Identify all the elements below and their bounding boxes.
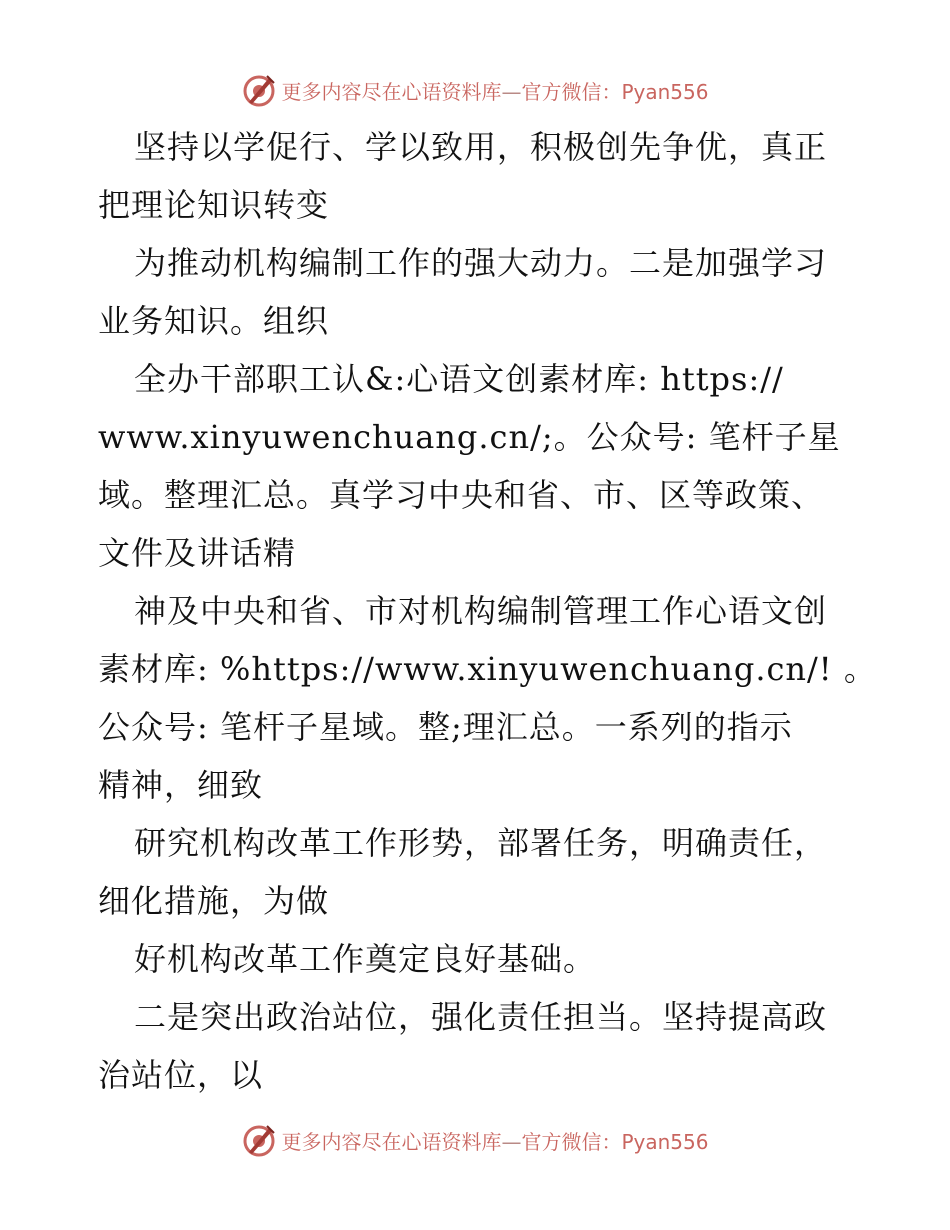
body-line: 细化措施，为做 [98, 882, 330, 920]
header-banner [0, 70, 950, 110]
footer-banner [0, 1120, 950, 1160]
body-line: 二是突出政治站位，强化责任担当。坚持提高政 [134, 998, 828, 1036]
header-banner-wechat: 官方微信：Pyan556 [521, 79, 709, 104]
body-line: 研究机构改革工作形势，部署任务，明确责任， [134, 824, 828, 862]
body-line: 公众号: 笔杆子星域。整;理汇总。一系列的指示 [98, 708, 793, 746]
document-body [98, 118, 877, 1104]
body-line: 文件及讲话精 [98, 534, 297, 572]
body-line: 业务知识。组织 [98, 302, 330, 340]
body-line: 好机构改革工作奠定良好基础。 [134, 940, 597, 978]
body-line: 域。整理汇总。真学习中央和省、市、区等政策、 [98, 476, 825, 514]
body-line: 神及中央和省、市对机构编制管理工作心语文创 [134, 592, 828, 630]
body-line: www.xinyuwenchuang.cn/;。公众号: 笔杆子星 [98, 418, 841, 456]
header-banner-dash: — [501, 79, 522, 104]
quill-logo-icon [241, 1122, 277, 1158]
body-line: 全办干部职工认&:心语文创素材库: https:// [134, 360, 784, 398]
body-line: 把理论知识转变 [98, 186, 330, 224]
footer-banner-title: 更多内容尽在心语资料库 [281, 1129, 502, 1154]
header-banner-text [281, 76, 708, 105]
body-line: 治站位，以 [98, 1056, 264, 1094]
body-line: 精神，细致 [98, 766, 264, 804]
body-paragraphs [98, 118, 877, 1104]
body-line: 坚持以学促行、学以致用，积极创先争优，真正 [134, 128, 828, 166]
footer-banner-dash: — [501, 1129, 522, 1154]
footer-banner-wechat: 官方微信：Pyan556 [521, 1129, 709, 1154]
body-line: 为推动机构编制工作的强大动力。二是加强学习 [134, 244, 828, 282]
footer-banner-text [281, 1126, 708, 1155]
quill-logo-icon [241, 72, 277, 108]
body-line: 素材库: %https://www.xinyuwenchuang.cn/! 。 [98, 650, 877, 688]
header-banner-title: 更多内容尽在心语资料库 [281, 79, 502, 104]
